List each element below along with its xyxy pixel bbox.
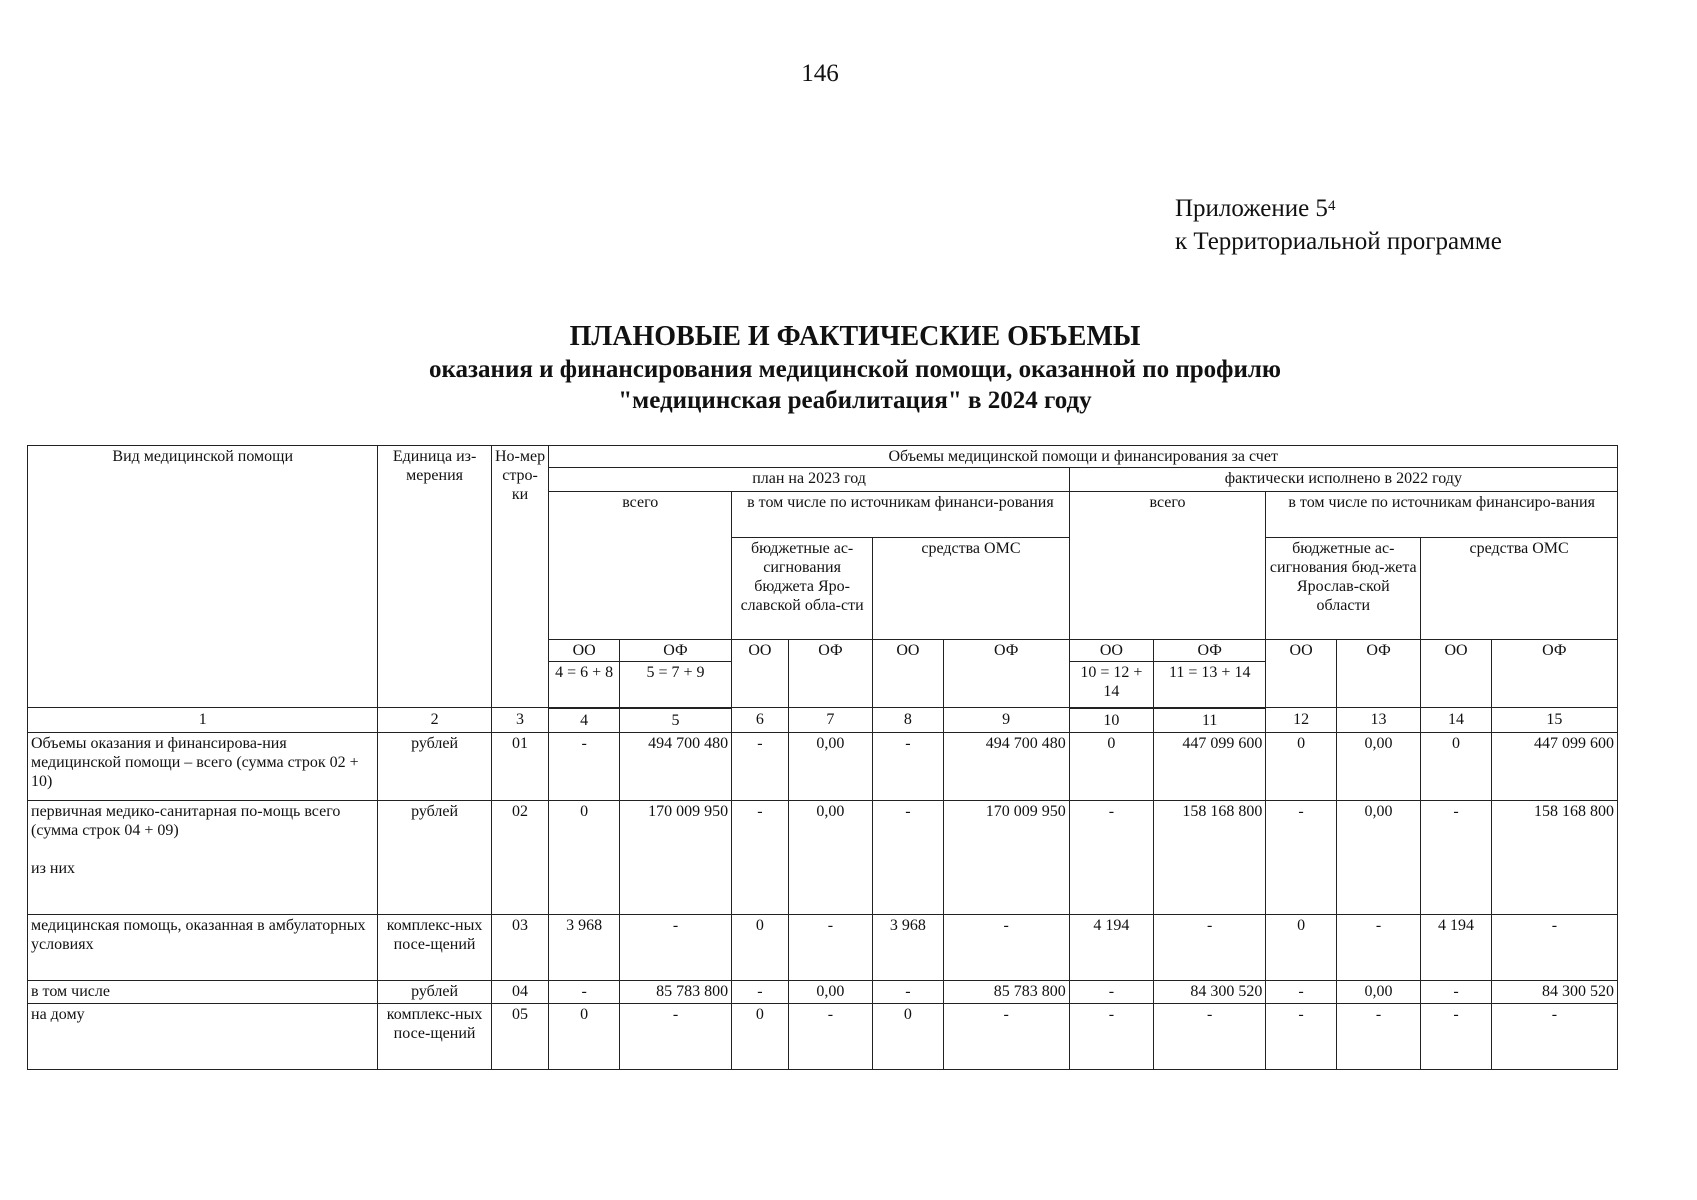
subheader-oo: ОО	[1266, 640, 1337, 708]
formula-col-5: 5 = 7 + 9	[619, 662, 731, 708]
cell-col-11: 158 168 800	[1154, 800, 1266, 914]
subheader-oo: ОО	[873, 640, 944, 708]
row-name-extra: из них	[31, 859, 76, 877]
appendix-line2: к Территориальной программе	[1175, 228, 1502, 255]
cell-col-9: -	[943, 1003, 1069, 1069]
cell-col-4: 3 968	[549, 914, 620, 980]
title-main: ПЛАНОВЫЕ И ФАКТИЧЕСКИЕ ОБЪЕМЫ	[569, 321, 1141, 352]
cell-col-14: -	[1421, 980, 1492, 1003]
col-number: 6	[732, 708, 789, 733]
cell-col-15: 447 099 600	[1491, 732, 1617, 800]
title-sub-1: оказания и финансирования медицинской помощи, оказанной по профилю	[428, 356, 1282, 383]
subheader-oo: ОО	[1421, 640, 1492, 708]
row-number: 04	[491, 980, 549, 1003]
table-row	[28, 732, 1618, 800]
cell-col-14: -	[1421, 800, 1492, 914]
row-unit: комплекс-ных посе-щений	[378, 1003, 491, 1069]
row-unit: рублей	[378, 800, 491, 914]
table-row	[28, 914, 1618, 980]
cell-col-7: 0,00	[788, 800, 872, 914]
header-fact-budget: бюджетные ас-сигнования бюд-жета Ярослав-ской области	[1266, 538, 1421, 640]
row-number: 01	[491, 732, 549, 800]
subheader-of: ОФ	[788, 640, 872, 708]
row-name: Объемы оказания и финансирова-ния медицинской помощи – всего (сумма строк 02 + 10)	[28, 732, 378, 800]
header-plan-total: всего	[549, 492, 732, 640]
document-title	[0, 320, 1697, 416]
row-name: на дому	[28, 1003, 378, 1069]
cell-col-4: 0	[549, 1003, 620, 1069]
subheader-of: ОФ	[943, 640, 1069, 708]
cell-col-8: -	[873, 980, 944, 1003]
header-fact-by-sources: в том числе по источникам финансиро-вания	[1266, 492, 1618, 538]
header-volumes: Объемы медицинской помощи и финансирования за счет	[549, 446, 1618, 468]
cell-col-5: 170 009 950	[619, 800, 731, 914]
row-name: в том числе	[28, 980, 378, 1003]
formula-col-11: 11 = 13 + 14	[1154, 662, 1266, 708]
cell-col-10: -	[1069, 1003, 1153, 1069]
col-number: 10	[1069, 708, 1153, 733]
page-number: 146	[801, 60, 839, 87]
appendix-line1	[1175, 192, 1502, 225]
cell-col-6: -	[732, 732, 789, 800]
row-unit: комплекс-ных посе-щений	[378, 914, 491, 980]
cell-col-6: -	[732, 980, 789, 1003]
cell-col-10: -	[1069, 800, 1153, 914]
cell-col-8: -	[873, 732, 944, 800]
volumes-table	[27, 445, 1618, 1070]
cell-col-6: -	[732, 800, 789, 914]
col-number: 14	[1421, 708, 1492, 733]
header-plan-budget: бюджетные ас-сигнования бюджета Яро-славской обла-сти	[732, 538, 873, 640]
subheader-oo: ОО	[732, 640, 789, 708]
cell-col-12: -	[1266, 980, 1337, 1003]
header-plan-oms: средства ОМС	[873, 538, 1070, 640]
cell-col-9: -	[943, 914, 1069, 980]
table-row	[28, 800, 1618, 914]
cell-col-5: -	[619, 1003, 731, 1069]
col-number: 12	[1266, 708, 1337, 733]
appendix-note	[1175, 192, 1502, 258]
table-row	[28, 1003, 1618, 1069]
col-number: 1	[28, 708, 378, 733]
cell-col-7: 0,00	[788, 732, 872, 800]
cell-col-15: 84 300 520	[1491, 980, 1617, 1003]
cell-col-11: -	[1154, 1003, 1266, 1069]
row-number: 05	[491, 1003, 549, 1069]
cell-col-4: -	[549, 980, 620, 1003]
header-fact-oms: средства ОМС	[1421, 538, 1618, 640]
cell-col-10: -	[1069, 980, 1153, 1003]
cell-col-14: -	[1421, 1003, 1492, 1069]
cell-col-12: 0	[1266, 732, 1337, 800]
cell-col-15: -	[1491, 914, 1617, 980]
cell-col-12: 0	[1266, 914, 1337, 980]
col-number: 15	[1491, 708, 1617, 733]
cell-col-13: -	[1336, 1003, 1420, 1069]
cell-col-13: 0,00	[1336, 732, 1420, 800]
cell-col-8: 3 968	[873, 914, 944, 980]
cell-col-4: 0	[549, 800, 620, 914]
subheader-of: ОФ	[1491, 640, 1617, 708]
subheader-of: ОФ	[1336, 640, 1420, 708]
cell-col-15: 158 168 800	[1491, 800, 1617, 914]
col-number: 8	[873, 708, 944, 733]
title-sub-2: "медицинская реабилитация" в 2024 году	[618, 387, 1092, 414]
cell-col-15: -	[1491, 1003, 1617, 1069]
cell-col-8: -	[873, 800, 944, 914]
header-plan-by-sources: в том числе по источникам финанси-рования	[732, 492, 1070, 538]
cell-col-9: 85 783 800	[943, 980, 1069, 1003]
header-fact-total: всего	[1069, 492, 1266, 640]
row-number: 03	[491, 914, 549, 980]
col-number: 3	[491, 708, 549, 733]
cell-col-11: 447 099 600	[1154, 732, 1266, 800]
header-fact: фактически исполнено в 2022 году	[1069, 468, 1617, 492]
cell-col-11: -	[1154, 914, 1266, 980]
appendix-label: Приложение 5	[1175, 195, 1328, 222]
cell-col-13: 0,00	[1336, 980, 1420, 1003]
cell-col-7: -	[788, 914, 872, 980]
cell-col-11: 84 300 520	[1154, 980, 1266, 1003]
column-numbers-row	[28, 708, 1618, 733]
formula-col-10: 10 = 12 + 14	[1069, 662, 1153, 708]
cell-col-6: 0	[732, 914, 789, 980]
table-row	[28, 980, 1618, 1003]
header-unit: Единица из-мерения	[378, 446, 491, 708]
row-name: медицинская помощь, оказанная в амбулаторных условиях	[28, 914, 378, 980]
col-number: 4	[549, 708, 620, 733]
subheader-of: ОФ	[619, 640, 731, 662]
cell-col-13: -	[1336, 914, 1420, 980]
cell-col-7: -	[788, 1003, 872, 1069]
cell-col-5: -	[619, 914, 731, 980]
cell-col-6: 0	[732, 1003, 789, 1069]
cell-col-8: 0	[873, 1003, 944, 1069]
row-unit: рублей	[378, 980, 491, 1003]
cell-col-13: 0,00	[1336, 800, 1420, 914]
cell-col-10: 0	[1069, 732, 1153, 800]
cell-col-9: 494 700 480	[943, 732, 1069, 800]
cell-col-14: 4 194	[1421, 914, 1492, 980]
subheader-oo: ОО	[1069, 640, 1153, 662]
header-row-number: Но-мер стро-ки	[491, 446, 549, 708]
header-kind: Вид медицинской помощи	[28, 446, 378, 708]
row-name: первичная медико-санитарная по-мощь всего (сумма строк 04 + 09)	[31, 802, 341, 839]
cell-col-12: -	[1266, 800, 1337, 914]
col-number: 2	[378, 708, 491, 733]
col-number: 7	[788, 708, 872, 733]
cell-col-14: 0	[1421, 732, 1492, 800]
row-unit: рублей	[378, 732, 491, 800]
cell-col-7: 0,00	[788, 980, 872, 1003]
col-number: 9	[943, 708, 1069, 733]
cell-col-12: -	[1266, 1003, 1337, 1069]
col-number: 5	[619, 708, 731, 733]
appendix-superscript: 4	[1327, 198, 1336, 214]
subheader-of: ОФ	[1154, 640, 1266, 662]
cell-col-5: 494 700 480	[619, 732, 731, 800]
cell-col-10: 4 194	[1069, 914, 1153, 980]
col-number: 11	[1154, 708, 1266, 733]
subheader-oo: ОО	[549, 640, 620, 662]
formula-col-4: 4 = 6 + 8	[549, 662, 620, 708]
cell-col-9: 170 009 950	[943, 800, 1069, 914]
cell-col-4: -	[549, 732, 620, 800]
row-name-cell	[28, 800, 378, 914]
row-number: 02	[491, 800, 549, 914]
cell-col-5: 85 783 800	[619, 980, 731, 1003]
header-plan: план на 2023 год	[549, 468, 1069, 492]
col-number: 13	[1336, 708, 1420, 733]
